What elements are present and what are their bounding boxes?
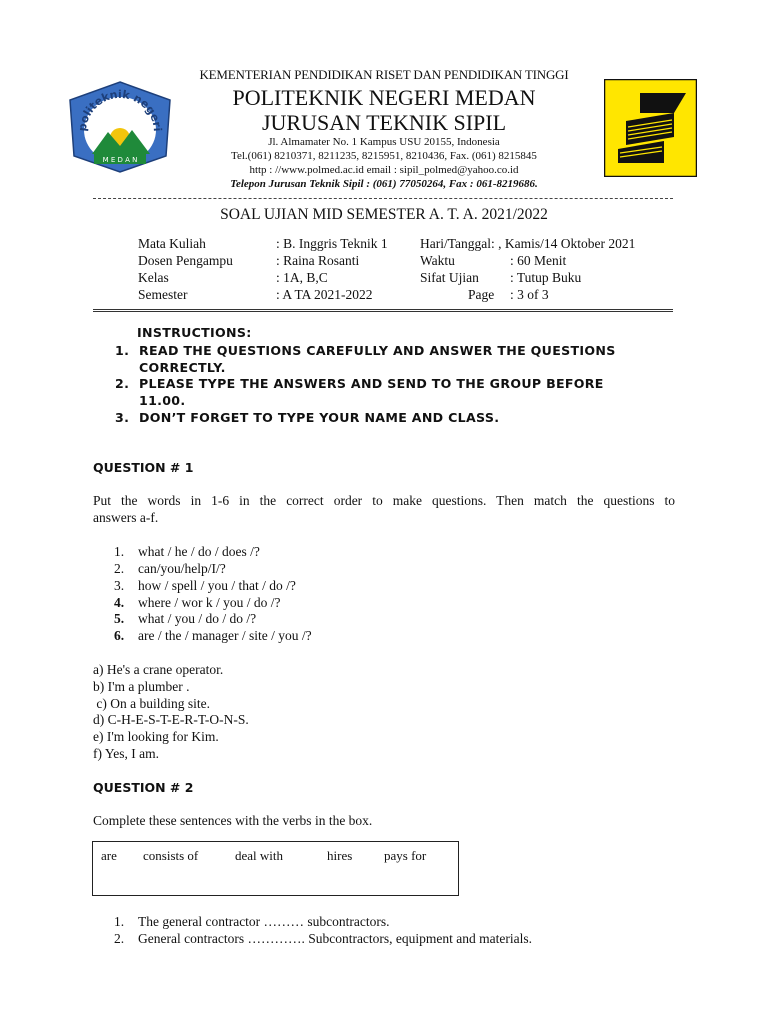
meta-value: : B. Inggris Teknik 1	[276, 236, 388, 251]
answer-option: d) C-H-E-S-T-E-R-T-O-N-S.	[93, 712, 249, 727]
address: Jl. Almamater No. 1 Kampus USU 20155, Indonesia	[268, 136, 500, 148]
item-num: 1.	[114, 544, 125, 559]
logo-banner-text: M E D A N	[102, 156, 138, 164]
ministry-name: KEMENTERIAN PENDIDIKAN RISET DAN PENDIDIKAN TINGGI	[199, 67, 569, 82]
meta-label2: Waktu	[420, 253, 455, 268]
meta-label2: Hari/Tanggal: , Kamis/14 Oktober 2021	[420, 236, 636, 251]
instruction-text: READ THE QUESTIONS CAREFULLY AND ANSWER THE QUESTIONS	[139, 343, 616, 358]
item-num: 4.	[114, 595, 125, 610]
meta-row	[138, 236, 678, 253]
question-1-prompt: Put the words in 1-6 in the correct order to make questions. Then match the questions to	[93, 493, 675, 508]
instruction-text-cont: 11.00.	[139, 393, 186, 408]
answer-option: e) I'm looking for Kim.	[93, 729, 219, 744]
meta-row	[138, 287, 678, 304]
meta-label: Mata Kuliah	[138, 236, 206, 251]
item-text: where / wor k / you / do /?	[138, 595, 281, 610]
institution-name: POLITEKNIK NEGERI MEDAN	[232, 85, 536, 110]
meta-label: Semester	[138, 287, 188, 302]
question-1-prompt-cont: answers a-f.	[93, 510, 159, 525]
instruction-text: DON’T FORGET TO TYPE YOUR NAME AND CLASS.	[139, 410, 500, 425]
meta-value2: : 60 Menit	[510, 253, 567, 268]
item-text: General contractors …………. Subcontractors, equipment and materials.	[138, 931, 533, 946]
question-2-prompt: Complete these sentences with the verbs in the box.	[93, 813, 373, 828]
meta-value: : 1A, B,C	[276, 270, 328, 285]
verb-option: are	[101, 848, 117, 863]
verb-option: deal with	[235, 848, 284, 863]
logo-arc-text: politeknik negeri	[75, 87, 165, 132]
item-num: 2.	[114, 561, 125, 576]
item-num: 5.	[114, 611, 125, 626]
instruction-text: PLEASE TYPE THE ANSWERS AND SEND TO THE GROUP BEFORE	[139, 376, 604, 391]
item-num: 6.	[114, 628, 125, 643]
meta-row	[138, 270, 678, 287]
item-text: what / you / do / do /?	[138, 611, 257, 626]
item-num: 3.	[114, 578, 125, 593]
question-2-heading: QUESTION # 2	[93, 780, 194, 795]
instruction-num: 1.	[115, 343, 130, 358]
verb-option: pays for	[384, 848, 427, 863]
instruction-num: 3.	[115, 410, 130, 425]
meta-divider	[93, 309, 673, 312]
item-num: 2.	[114, 931, 125, 946]
department-name: JURUSAN TEKNIK SIPIL	[261, 110, 507, 135]
item-text: how / spell / you / that / do /?	[138, 578, 296, 593]
verb-option: consists of	[143, 848, 199, 863]
answer-option: a) He's a crane operator.	[93, 662, 224, 677]
web-email: http : //www.polmed.ac.id email : sipil_polmed@yahoo.co.id	[249, 164, 519, 176]
meta-value2: : 3 of 3	[510, 287, 549, 302]
item-text: The general contractor ……… subcontractors.	[138, 914, 390, 929]
instruction-num: 2.	[115, 376, 130, 391]
meta-value: : A TA 2021-2022	[276, 287, 373, 302]
question-1-heading: QUESTION # 1	[93, 460, 194, 475]
item-text: are / the / manager / site / you /?	[138, 628, 312, 643]
meta-label2: Sifat Ujian	[420, 270, 479, 285]
answer-option: c) On a building site.	[93, 696, 210, 711]
verb-box	[92, 841, 459, 896]
answer-option: b) I'm a plumber .	[93, 679, 190, 694]
meta-label: Kelas	[138, 270, 169, 285]
answer-option: f) Yes, I am.	[93, 746, 159, 761]
verb-option: hires	[327, 848, 353, 863]
exam-title: SOAL UJIAN MID SEMESTER A. T. A. 2021/2022	[220, 206, 548, 223]
dept-phone: Telepon Jurusan Teknik Sipil : (061) 77050264, Fax : 061-8219686.	[230, 178, 538, 190]
instructions-heading: INSTRUCTIONS:	[137, 325, 252, 340]
meta-label2: Page	[468, 287, 495, 302]
instruction-text-cont: CORRECTLY.	[139, 360, 226, 375]
meta-row	[138, 253, 678, 270]
meta-value: : Raina Rosanti	[276, 253, 360, 268]
item-text: can/you/help/I/?	[138, 561, 226, 576]
meta-value2: : Tutup Buku	[510, 270, 582, 285]
phones: Tel.(061) 8210371, 8211235, 8215951, 8210436, Fax. (061) 8215845	[231, 150, 537, 162]
meta-label: Dosen Pengampu	[138, 253, 233, 268]
item-text: what / he / do / does /?	[138, 544, 260, 559]
header-divider	[93, 198, 673, 199]
item-num: 1.	[114, 914, 125, 929]
